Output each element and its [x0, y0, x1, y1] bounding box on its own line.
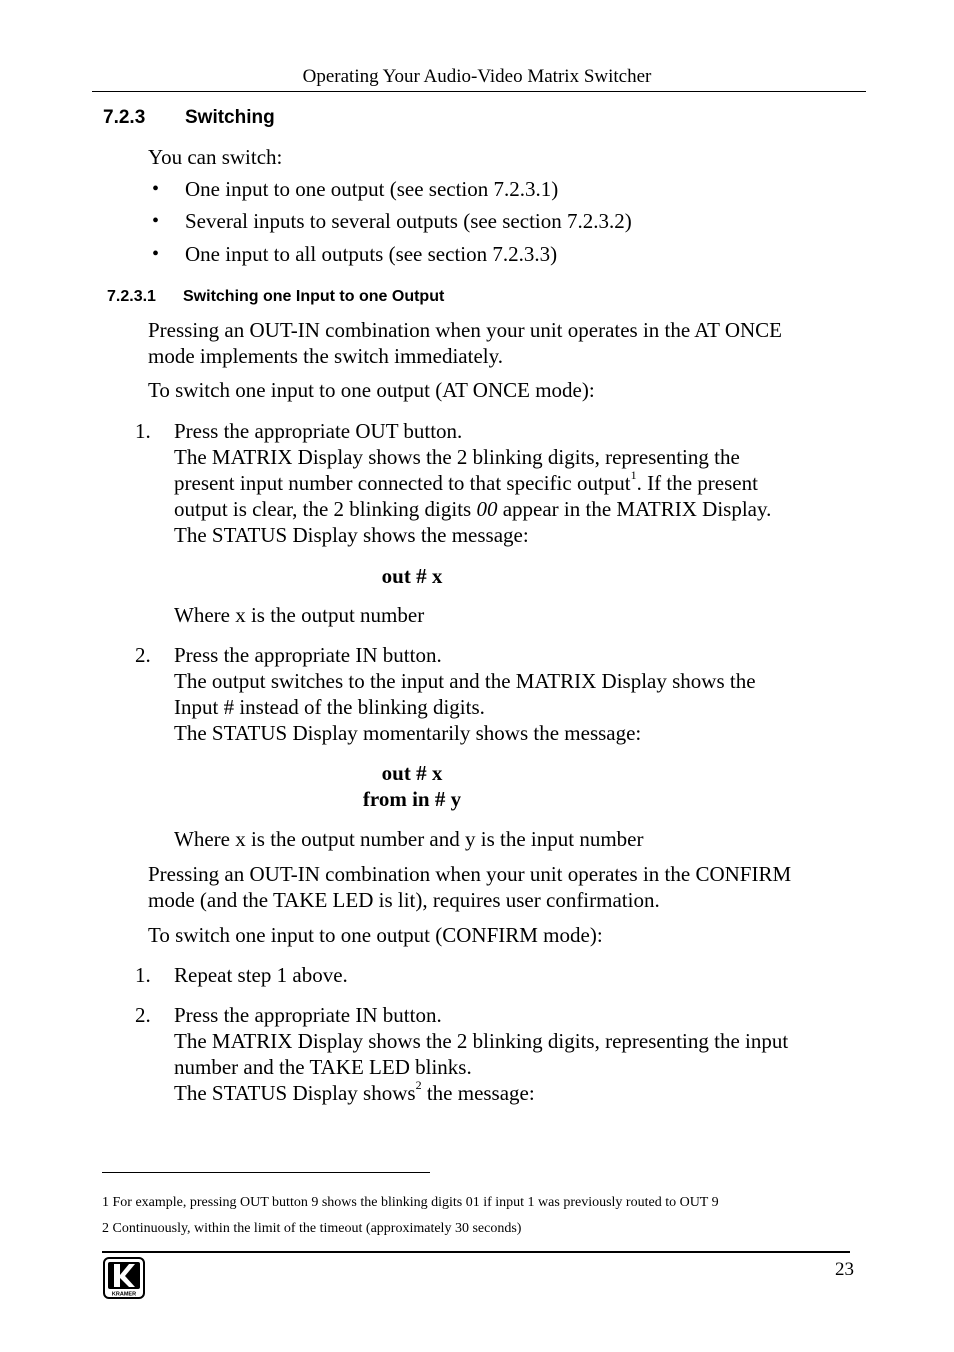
section-number: 7.2.3 — [103, 107, 146, 128]
section-title: Switching — [185, 107, 275, 128]
where-note: Where x is the output number and y is the input number — [174, 827, 644, 851]
step-text-line: The MATRIX Display shows the 2 blinking digits, representing the — [174, 445, 740, 469]
bullet-item: One input to all outputs (see section 7.2.3.3) — [185, 242, 558, 266]
svg-text:KRAMER: KRAMER — [111, 1291, 137, 1298]
bullet-item: One input to one output (see section 7.2.3.1) — [185, 177, 559, 201]
bullet-icon: • — [152, 178, 160, 200]
footnote-ref: 1 — [630, 468, 637, 482]
step-text-line: Press the appropriate OUT button. — [174, 419, 463, 443]
step-text-line: The output switches to the input and the MATRIX Display shows the — [174, 669, 756, 693]
step-text-line — [174, 496, 771, 522]
step-text-line: The STATUS Display shows the message: — [174, 523, 529, 547]
footnote: 1 For example, pressing OUT button 9 shows the blinking digits 01 if input 1 was previously routed to OUT 9 — [102, 1195, 719, 1210]
step-text-line: Repeat step 1 above. — [174, 963, 348, 987]
footnote-ref: 2 — [415, 1078, 422, 1092]
step-text-line: The MATRIX Display shows the 2 blinking digits, representing the input — [174, 1029, 789, 1053]
confirm-paragraph-line: mode (and the TAKE LED is lit), requires user confirmation. — [148, 888, 660, 912]
step-text-fragment: The STATUS Display shows — [174, 1081, 416, 1105]
page-number: 23 — [835, 1259, 854, 1280]
step-text-line — [174, 470, 758, 496]
step-number: 2. — [135, 1003, 151, 1027]
at-once-lead: To switch one input to one output (AT ONCE mode): — [148, 378, 595, 402]
step-text-fragment: output is clear, the 2 blinking digits — [174, 497, 477, 521]
header-rule — [92, 91, 866, 92]
footer-rule — [102, 1251, 850, 1253]
step-text-fragment: the message: — [421, 1081, 535, 1105]
where-note: Where x is the output number — [174, 603, 425, 627]
step-number: 1. — [135, 963, 151, 987]
status-message: out # x — [381, 564, 443, 588]
step-number: 2. — [135, 643, 151, 667]
at-once-paragraph-line: mode implements the switch immediately. — [148, 344, 503, 368]
step-text-fragment: appear in the MATRIX Display. — [497, 497, 772, 521]
step-text-line: number and the TAKE LED blinks. — [174, 1055, 472, 1079]
kramer-logo-icon — [103, 1257, 145, 1299]
bullet-icon: • — [152, 243, 160, 265]
bullet-icon: • — [152, 210, 160, 232]
confirm-lead: To switch one input to one output (CONFIRM mode): — [148, 923, 603, 947]
running-header: Operating Your Audio-Video Matrix Switcher — [302, 66, 652, 87]
step-text-fragment: present input number connected to that specific output — [174, 471, 631, 495]
subsection-number: 7.2.3.1 — [107, 288, 156, 305]
step-text-fragment: . If the present — [636, 471, 758, 495]
section-intro: You can switch: — [148, 145, 283, 169]
subsection-title: Switching one Input to one Output — [183, 288, 445, 305]
status-message: from in # y — [362, 787, 462, 811]
bullet-item: Several inputs to several outputs (see section 7.2.3.2) — [185, 209, 632, 233]
step-text-line: Press the appropriate IN button. — [174, 643, 442, 667]
footnote-rule — [102, 1172, 430, 1173]
step-number: 1. — [135, 419, 151, 443]
step-text-line — [174, 1080, 535, 1106]
step-text-line: The STATUS Display momentarily shows the message: — [174, 721, 642, 745]
blinking-digits-value: 00 — [476, 497, 498, 521]
confirm-paragraph-line: Pressing an OUT-IN combination when your unit operates in the CONFIRM — [148, 862, 792, 886]
status-message: out # x — [381, 761, 443, 785]
step-text-line: Press the appropriate IN button. — [174, 1003, 442, 1027]
step-text-line: Input # instead of the blinking digits. — [174, 695, 485, 719]
at-once-paragraph-line: Pressing an OUT-IN combination when your unit operates in the AT ONCE — [148, 318, 782, 342]
footnote: 2 Continuously, within the limit of the timeout (approximately 30 seconds) — [102, 1221, 522, 1236]
